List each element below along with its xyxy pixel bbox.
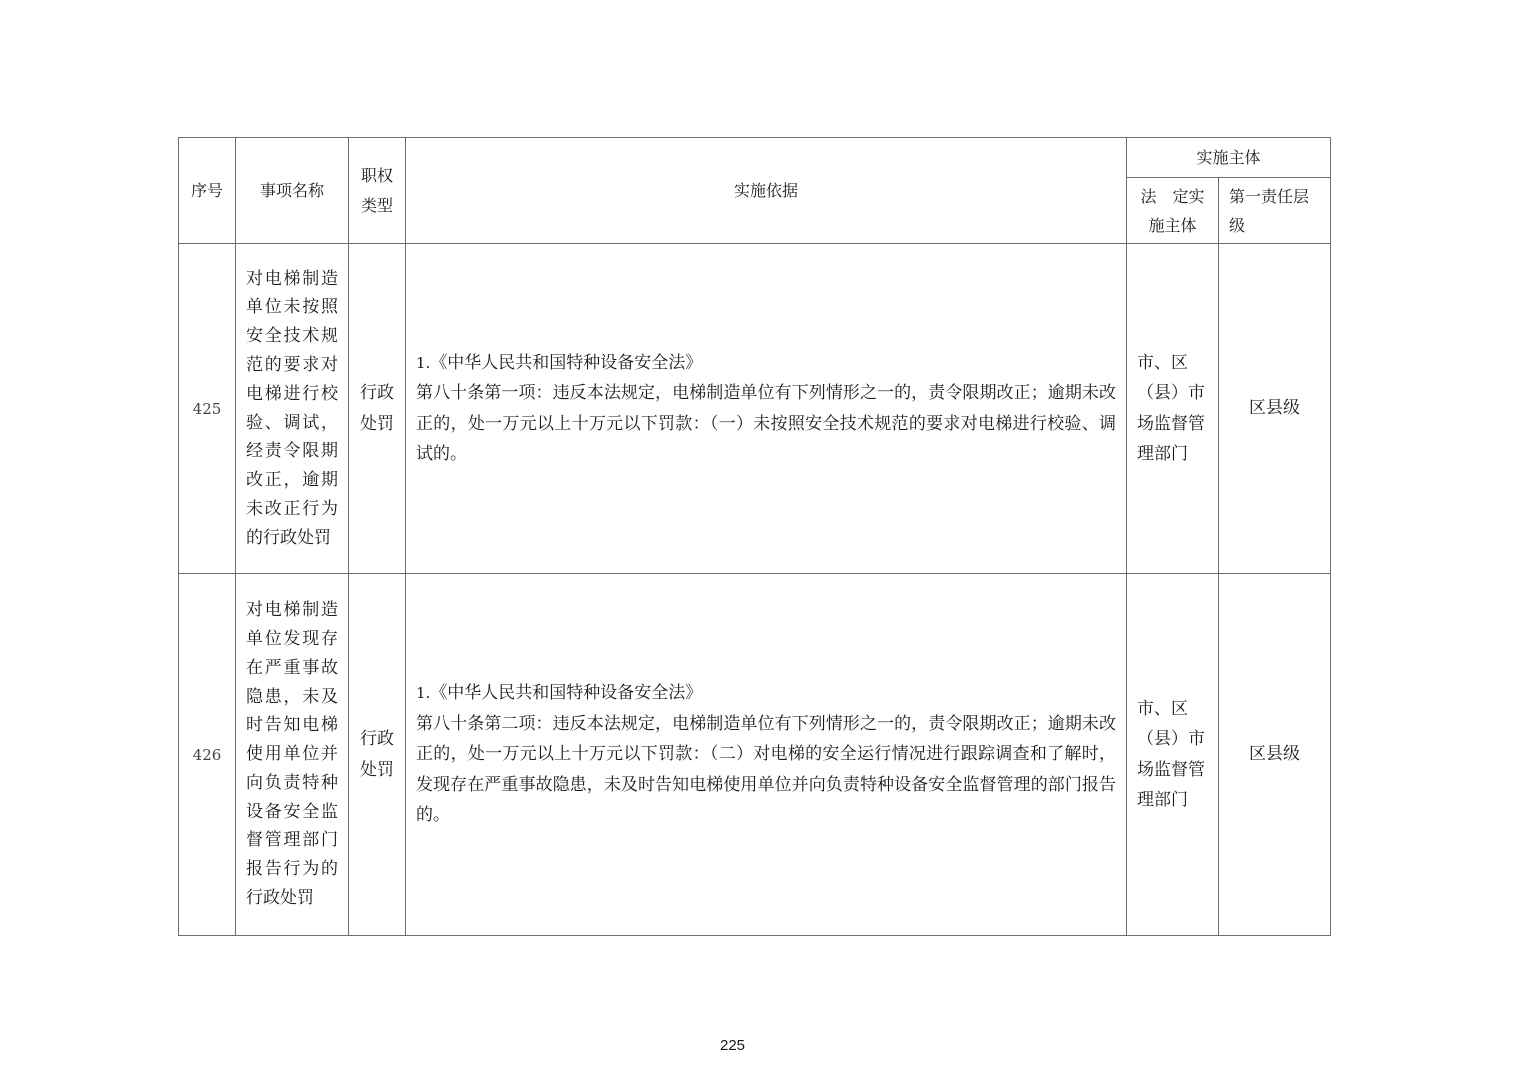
row-item-name: 对电梯制造单位未按照安全技术规范的要求对电梯进行校验、调试，经责令限期改正，逾期未改正行为的行政处罚 bbox=[236, 244, 349, 574]
basis-article-text: 第八十条第二项：违反本法规定，电梯制造单位有下列情形之一的，责令限期改正；逾期未改正的，处一万元以上十万元以下罚款：（二）对电梯的安全运行情况进行跟踪调查和了解时，发现存在严重事故隐患，未及时告知电梯使用单位并向负责特种设备安全监督管理的部门报告的。 bbox=[416, 713, 1116, 826]
header-power-type: 职权类型 bbox=[349, 138, 406, 244]
row-legal-subject: 市、区（县）市场监督管理部门 bbox=[1127, 244, 1219, 574]
law-name: 《中华人民共和国特种设备安全法》 bbox=[430, 683, 703, 704]
table-row bbox=[179, 244, 1331, 574]
row-seq: 426 bbox=[179, 574, 236, 936]
header-subject: 实施主体 bbox=[1127, 138, 1331, 178]
row-first-level: 区县级 bbox=[1219, 574, 1331, 936]
row-basis bbox=[406, 244, 1127, 574]
basis-law-title bbox=[416, 678, 1116, 709]
row-seq: 425 bbox=[179, 244, 236, 574]
row-power-type: 行政处罚 bbox=[349, 244, 406, 574]
header-basis: 实施依据 bbox=[406, 138, 1127, 244]
row-legal-subject: 市、区（县）市场监督管理部门 bbox=[1127, 574, 1219, 936]
header-row bbox=[179, 138, 1331, 178]
basis-law-title bbox=[416, 348, 1116, 379]
header-legal-subject: 法 定实施主体 bbox=[1127, 178, 1219, 244]
law-number: 1. bbox=[416, 684, 431, 703]
law-name: 《中华人民共和国特种设备安全法》 bbox=[430, 352, 703, 373]
row-item-name: 对电梯制造单位发现存在严重事故隐患，未及时告知电梯使用单位并向负责特种设备安全监督管理部门报告行为的行政处罚 bbox=[236, 574, 349, 936]
row-power-type: 行政处罚 bbox=[349, 574, 406, 936]
table-row bbox=[179, 574, 1331, 936]
power-list-table bbox=[178, 137, 1331, 936]
basis-article-text: 第八十条第一项：违反本法规定，电梯制造单位有下列情形之一的，责令限期改正；逾期未改正的，处一万元以上十万元以下罚款：（一）未按照安全技术规范的要求对电梯进行校验、调试的。 bbox=[416, 383, 1116, 464]
header-first-level: 第一责任层级 bbox=[1219, 178, 1331, 244]
row-first-level: 区县级 bbox=[1219, 244, 1331, 574]
page-number: 225 bbox=[719, 1037, 746, 1054]
row-basis bbox=[406, 574, 1127, 936]
header-seq: 序号 bbox=[179, 138, 236, 244]
header-item-name: 事项名称 bbox=[236, 138, 349, 244]
law-number: 1. bbox=[416, 353, 431, 372]
